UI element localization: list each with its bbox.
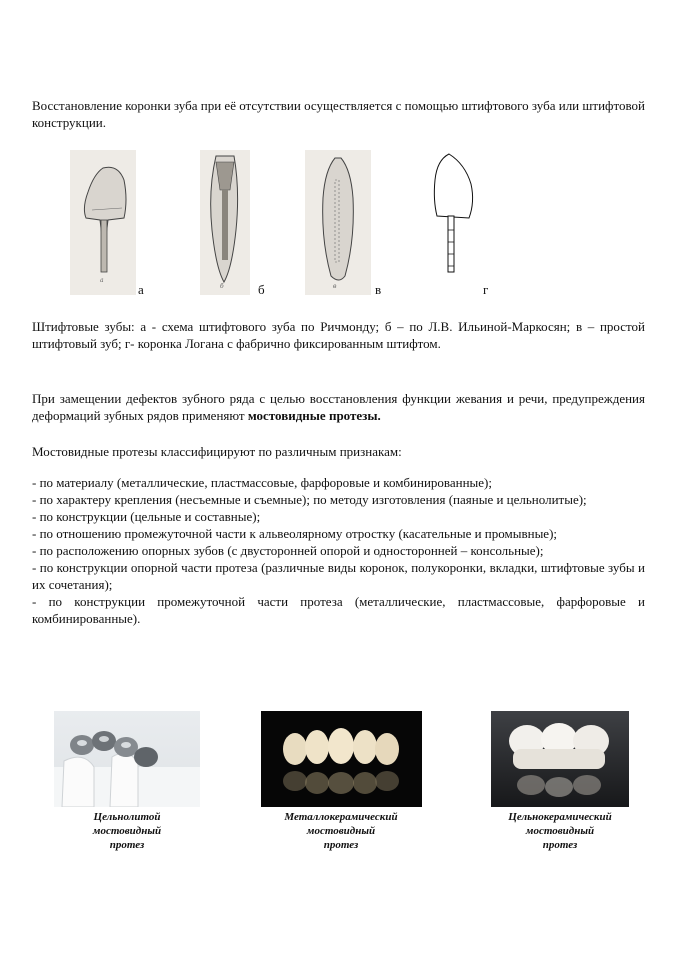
figure-a [70, 150, 160, 298]
caption-line: Цельнолитой [93, 811, 161, 823]
figure-a-image-label: a [100, 277, 104, 284]
bridge-paragraph-text: При замещении дефектов зубного ряда с целью восстановления функции жевания и речи, предупреждения деформаций зубных рядов применяют [32, 391, 645, 423]
caption-line: протез [323, 839, 359, 851]
intro-paragraph: Восстановление коронки зуба при её отсутствии осуществляется с помощью штифтового зуба или штифтовой конструкции. [32, 98, 645, 130]
figure-g-letter: г [483, 282, 489, 297]
all-ceramic-bridge-photo [491, 711, 629, 807]
figure-v [305, 150, 395, 298]
figure-g [425, 150, 505, 298]
figure-a-letter: а [138, 282, 144, 297]
caption-line: Металлокерамический [284, 811, 398, 823]
classification-list [32, 474, 645, 627]
caption-line: мостовидный [92, 825, 162, 837]
caption-line: Цельнокерамический [508, 811, 612, 823]
cast-bridge-photo [54, 711, 200, 807]
metal-ceramic-bridge-caption [256, 810, 426, 852]
caption-line: мостовидный [306, 825, 376, 837]
figure-v-letter: в [375, 282, 382, 297]
figure-caption: Штифтовые зубы: а - схема штифтового зуба по Ричмонду; б – по Л.В. Ильиной-Маркосян; в – простой штифтовый зуб; г- коронка Логана с фабрично фиксированным штифтом. [32, 319, 645, 351]
bridge-paragraph [32, 390, 645, 424]
ilyina-markosyan-tooth-image [200, 150, 250, 295]
figure-b-letter: б [258, 282, 265, 297]
list-item: - по конструкции (цельные и составные); [32, 509, 261, 524]
simple-pin-tooth-image [305, 150, 371, 295]
list-item: - по материалу (металлические, пластмассовые, фарфоровые и комбинированные); [32, 475, 493, 490]
figure-b [200, 150, 280, 298]
caption-line: мостовидный [525, 825, 595, 837]
caption-line: протез [109, 839, 145, 851]
richmond-tooth-image [70, 150, 136, 295]
cast-bridge-caption [42, 810, 212, 852]
list-item: - по отношению промежуточной части к альвеолярному отростку (касательные и промывные); [32, 526, 558, 541]
bridge-term: мостовидные протезы. [247, 408, 381, 423]
logan-crown-image [425, 150, 480, 275]
classification-intro: Мостовидные протезы классифицируют по различным признакам: [32, 444, 402, 459]
metal-ceramic-bridge-photo [261, 711, 422, 807]
list-item: - по характеру крепления (несъемные и съемные); по методу изготовления (паяные и цельнолитые); [32, 492, 587, 507]
figure-v-image-label: в [333, 283, 337, 290]
figure-b-image-label: б [220, 283, 224, 290]
list-item: - по конструкции опорной части протеза (различные виды коронок, полукоронки, вкладки, штифтовые зубы и их сочетания); [32, 560, 645, 592]
caption-line: протез [542, 839, 578, 851]
list-item: - по конструкции промежуточной части протеза (металлические, пластмассовые, фарфоровые и комбинированные). [32, 594, 645, 626]
all-ceramic-bridge-caption [475, 810, 645, 852]
list-item: - по расположению опорных зубов (с двусторонней опорой и односторонней – консольные); [32, 543, 544, 558]
